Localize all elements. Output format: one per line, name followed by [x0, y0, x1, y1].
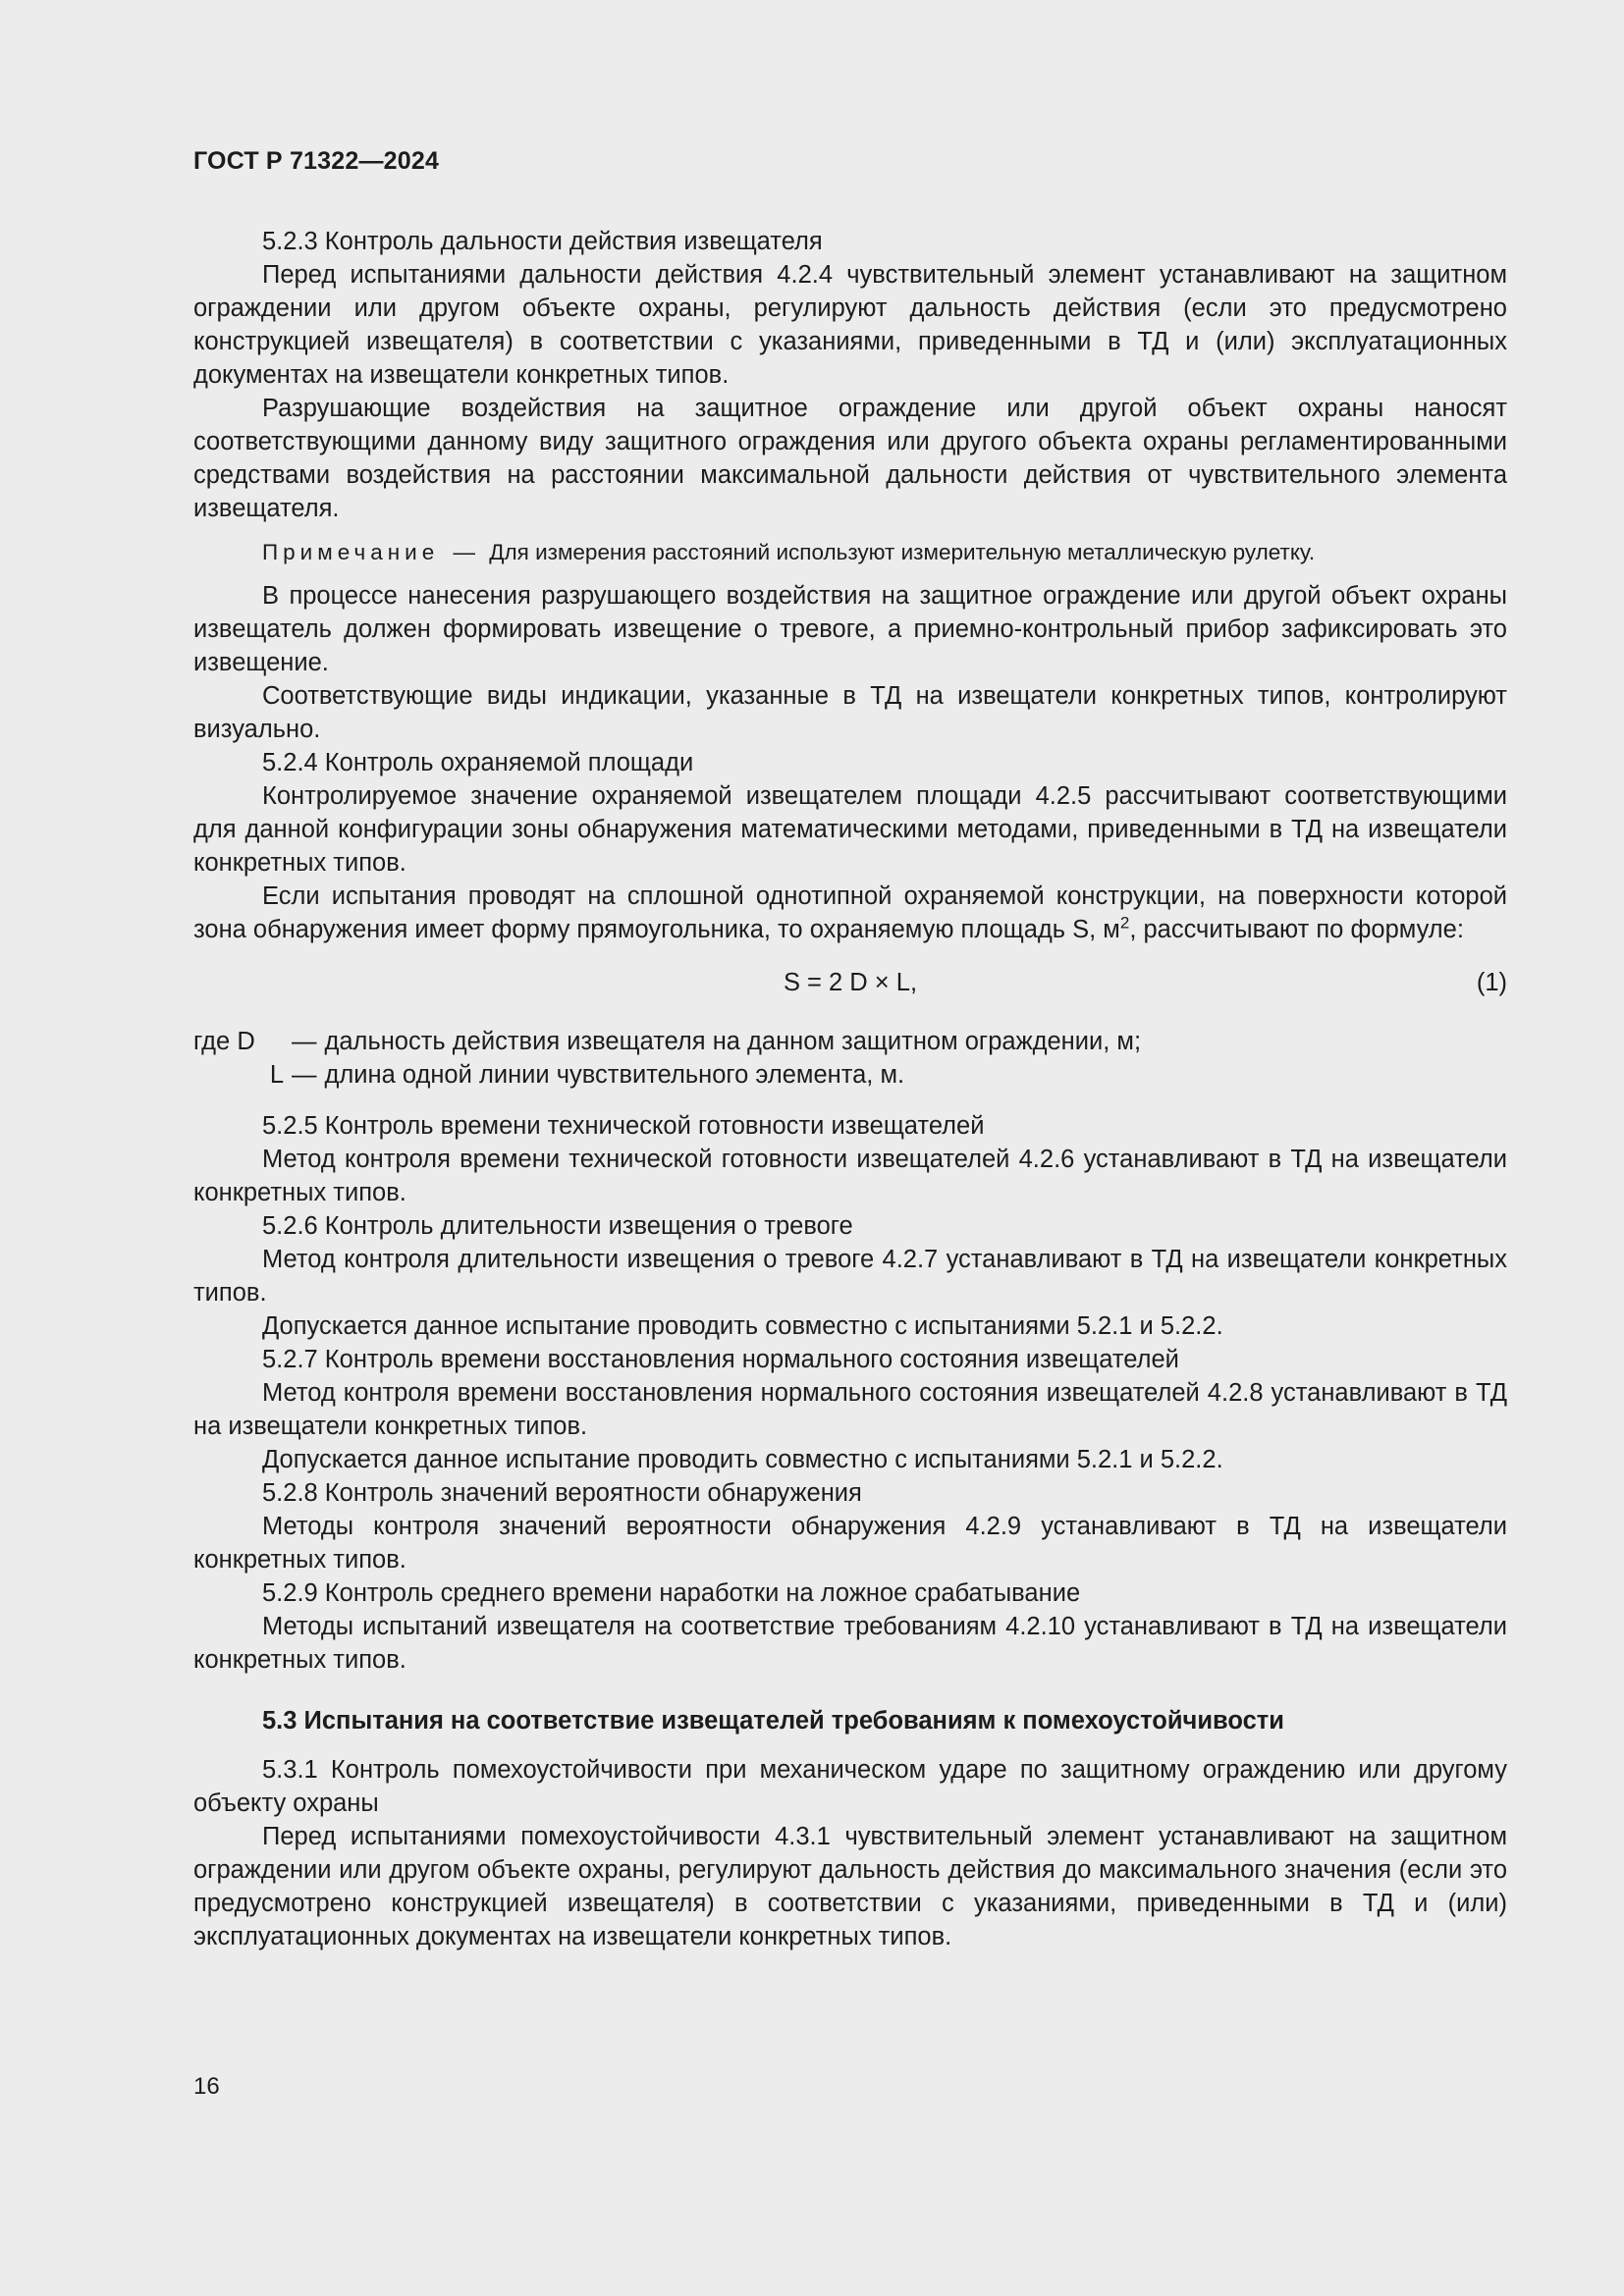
legend-lead [193, 1025, 284, 1058]
legend-symbol: L [269, 1061, 284, 1089]
paragraph: Метод контроля времени восстановления нормального состояния извещателей 4.2.8 устанавливают в ТД на извещатели конкретных типов. [193, 1379, 1507, 1440]
paragraph [193, 880, 1507, 946]
legend-dash: — [292, 1028, 317, 1055]
paragraph: В процессе нанесения разрушающего воздействия на защитное ограждение или другой объект охраны извещатель должен формировать извещение о тревоге, а приемно-контрольный прибор зафиксировать это извещение. [193, 582, 1507, 676]
clause-heading-5-2-3: 5.2.3 Контроль дальности действия извещателя [262, 228, 823, 255]
section-heading-5-3: 5.3 Испытания на соответствие извещателей требованиям к помехоустойчивости [262, 1707, 1284, 1735]
clause-heading-5-3-1: 5.3.1 Контроль помехоустойчивости при механическом ударе по защитному ограждению или другому объекту охраны [193, 1756, 1507, 1817]
document-body [193, 225, 1507, 1953]
legend-text: длина одной линии чувствительного элемента, м. [324, 1061, 905, 1089]
formula-row [193, 966, 1507, 999]
clause-heading-5-2-7: 5.2.7 Контроль времени восстановления нормального состояния извещателей [262, 1346, 1179, 1373]
paragraph: Допускается данное испытание проводить совместно с испытаниями 5.2.1 и 5.2.2. [262, 1312, 1223, 1340]
note-dash: — [453, 540, 475, 564]
clause-heading-5-2-5: 5.2.5 Контроль времени технической готовности извещателей [262, 1112, 985, 1140]
legend-symbol: D [237, 1028, 255, 1055]
paragraph: Методы испытаний извещателя на соответствие требованиям 4.2.10 устанавливают в ТД на извещатели конкретных типов. [193, 1613, 1507, 1674]
document-header: ГОСТ Р 71322—2024 [193, 147, 440, 175]
clause-heading-5-2-9: 5.2.9 Контроль среднего времени наработки на ложное срабатывание [262, 1579, 1081, 1607]
clause-heading-5-2-4: 5.2.4 Контроль охраняемой площади [262, 749, 694, 776]
paragraph: Допускается данное испытание проводить совместно с испытаниями 5.2.1 и 5.2.2. [262, 1446, 1223, 1473]
legend-lead [193, 1058, 284, 1092]
paragraph: Методы контроля значений вероятности обнаружения 4.2.9 устанавливают в ТД на извещатели конкретных типов. [193, 1513, 1507, 1574]
legend-row-d [193, 1025, 1507, 1058]
paragraph: Контролируемое значение охраняемой извещателем площади 4.2.5 рассчитывают соответствующими для данной конфигурации зоны обнаружения математическими методами, приведенными в ТД на извещатели конкретных типов. [193, 782, 1507, 877]
legend-dash: — [292, 1061, 317, 1089]
formula: S = 2 D × L, [783, 969, 918, 996]
paragraph: Метод контроля времени технической готовности извещателей 4.2.6 устанавливают в ТД на извещатели конкретных типов. [193, 1146, 1507, 1206]
legend-where: где [193, 1028, 231, 1055]
clause-heading-5-2-6: 5.2.6 Контроль длительности извещения о тревоге [262, 1212, 853, 1240]
note-label: Примечание [262, 540, 440, 564]
page-number: 16 [193, 2073, 220, 2100]
paragraph: Соответствующие виды индикации, указанные в ТД на извещатели конкретных типов, контролируют визуально. [193, 682, 1507, 743]
superscript: 2 [1119, 913, 1130, 933]
legend-text: дальность действия извещателя на данном защитном ограждении, м; [324, 1028, 1142, 1055]
legend-row-l [193, 1058, 1507, 1092]
note-text: Для измерения расстояний используют измерительную металлическую рулетку. [489, 540, 1316, 564]
formula-legend [193, 1025, 1507, 1092]
paragraph: Метод контроля длительности извещения о тревоге 4.2.7 устанавливают в ТД на извещатели конкретных типов. [193, 1246, 1507, 1307]
paragraph-text: Если испытания проводят на сплошной однотипной охраняемой конструкции, на поверхности которой зона обнаружения имеет форму прямоугольника, то охраняемую площадь S, м [193, 882, 1507, 943]
paragraph: Перед испытаниями дальности действия 4.2.4 чувствительный элемент устанавливают на защитном ограждении или другом объекте охраны, регулируют дальность действия (если это предусмотрено конструкцией извещателя) в соответствии с указаниями, приведенными в ТД и (или) эксплуатационных документах на извещатели конкретных типов. [193, 261, 1507, 389]
paragraph: Перед испытаниями помехоустойчивости 4.3.1 чувствительный элемент устанавливают на защитном ограждении или другом объекте охраны, регулируют дальность действия до максимального значения (если это предусмотрено конструкцией извещателя) в соответствии с указаниями, приведенными в ТД и (или) эксплуатационных документах на извещатели конкретных типов. [193, 1823, 1507, 1950]
formula-number: (1) [1476, 969, 1507, 996]
note [193, 538, 1507, 567]
paragraph: Разрушающие воздействия на защитное ограждение или другой объект охраны наносят соответствующими данному виду защитного ограждения или другого объекта охраны регламентированными средствами воздействия на расстоянии максимальной дальности действия от чувствительного элемента извещателя. [193, 395, 1507, 522]
paragraph-text: , рассчитывают по формуле: [1129, 916, 1464, 943]
clause-heading-5-2-8: 5.2.8 Контроль значений вероятности обнаружения [262, 1479, 862, 1507]
